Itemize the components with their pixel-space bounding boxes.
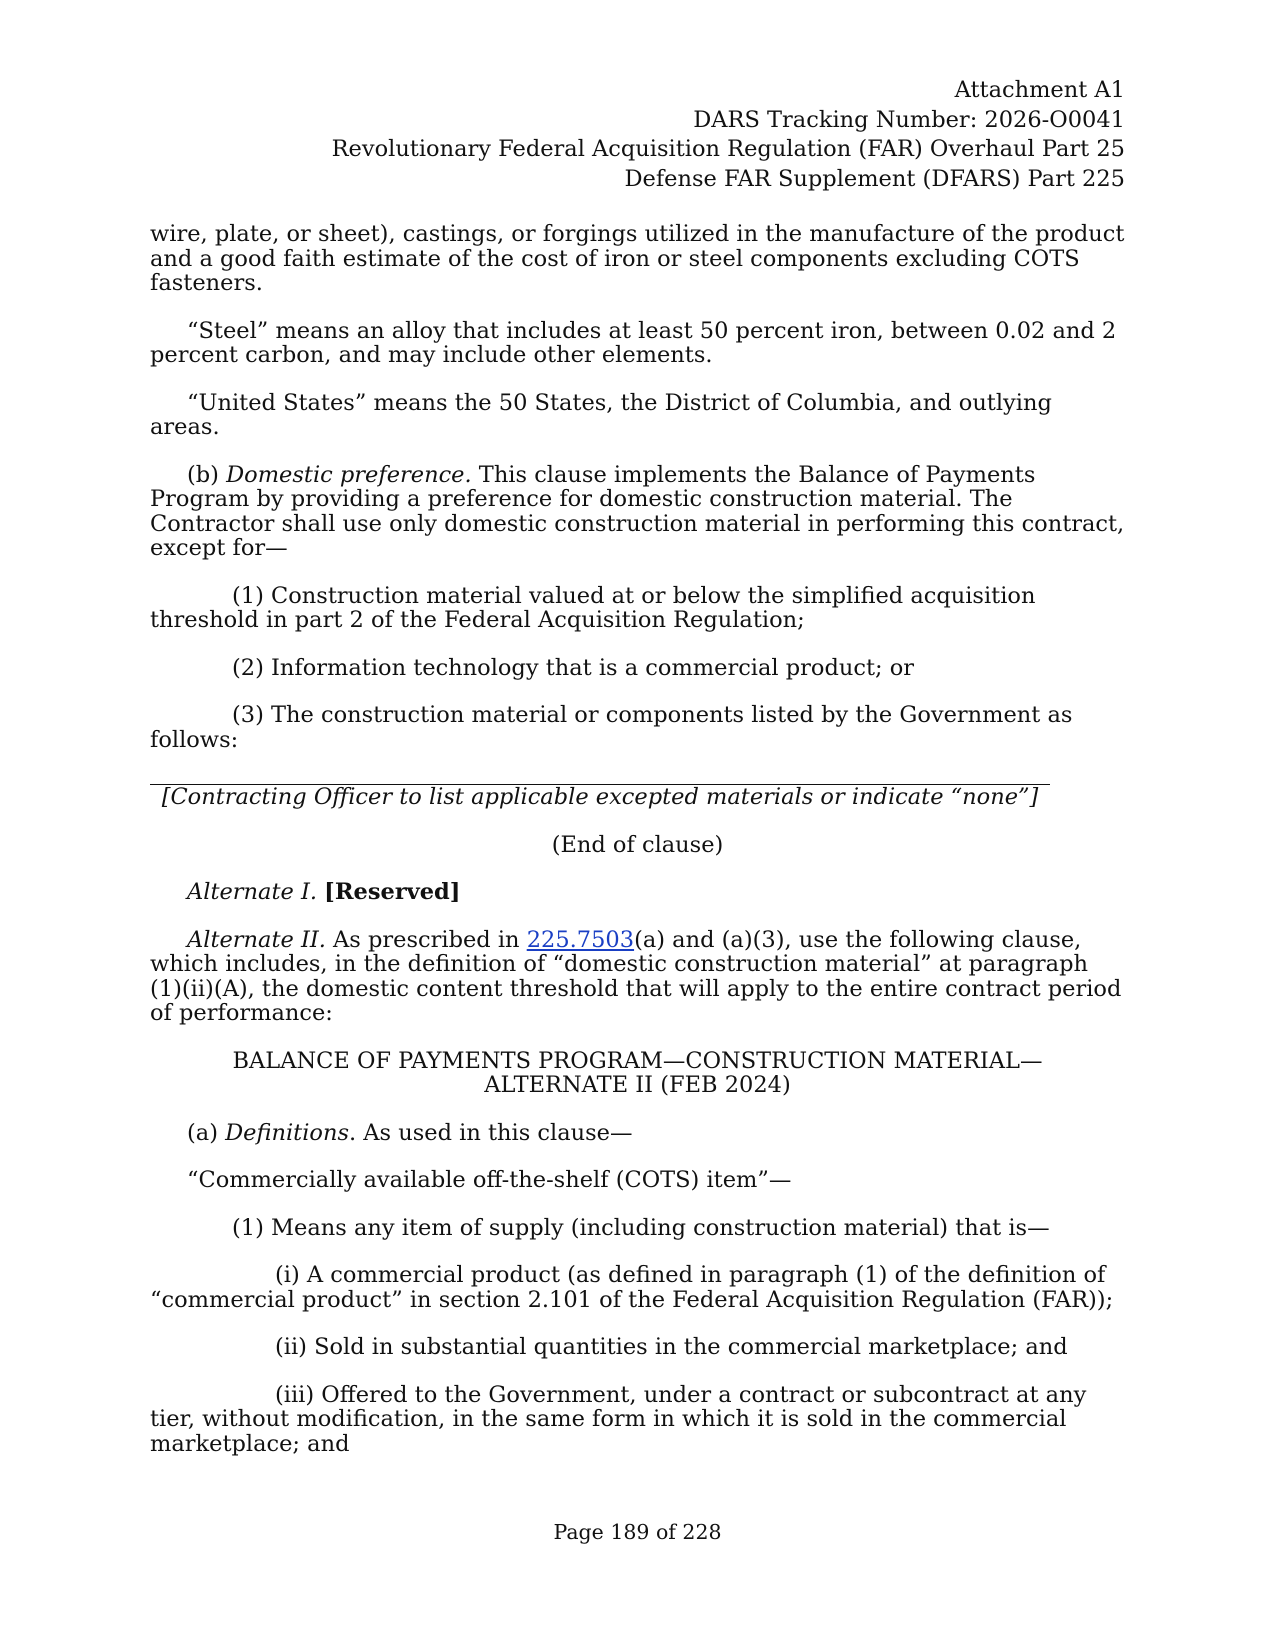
clause-title-line-1: BALANCE OF PAYMENTS PROGRAM—CONSTRUCTION MATERIAL— [232,1047,1043,1074]
alternate-2-intro: As prescribed in [325,926,527,953]
paragraph-alternate-1 [150,880,1125,905]
paragraph-steel-definition: “Steel” means an alloy that includes at least 50 percent iron, between 0.02 and 2 percent carbon, and may include other elements. [150,317,1117,368]
page-header [125,76,1125,194]
header-attachment: Attachment A1 [954,77,1125,103]
paragraph-cots-definition: “Commercially available off-the-shelf (COTS) item”— [187,1167,792,1193]
alternate-2-heading: Alternate II. [187,926,326,953]
definitions-text: . As used in this clause— [349,1119,633,1146]
document-body [150,222,1125,1479]
header-dfars-part: Defense FAR Supplement (DFARS) Part 225 [624,165,1125,192]
alternate-1-heading: Alternate I. [187,879,318,905]
end-of-clause: (End of clause) [551,831,724,858]
paragraph-definitions [150,1121,1125,1146]
paragraph-continuation: wire, plate, or sheet), castings, or forgings utilized in the manufacture of the product and a good faith estimate of the cost of iron or steel components excluding COTS fasteners. [150,221,1125,296]
paragraph-domestic-preference [150,463,1125,561]
section-225-7503-link[interactable]: 225.7503 [526,926,635,953]
paragraph-alternate-2 [150,928,1125,1026]
header-tracking-number: DARS Tracking Number: 2026-O0041 [693,106,1125,133]
domestic-preference-heading: Domestic preference. [226,461,472,488]
paragraph-item-2: (2) Information technology that is a commercial product; or [232,654,915,681]
paragraph-united-states-definition: “United States” means the 50 States, the District of Columbia, and outlying areas. [150,389,1052,440]
clause-title-line-2: ALTERNATE II (FEB 2024) [484,1072,791,1098]
paragraph-item-1: (1) Construction material valued at or below the simplified acquisition threshold in part 2 of the Federal Acquisition Regulation; [150,582,1036,633]
paragraph-cots-iii: (iii) Offered to the Government, under a contract or subcontract at any tier, without modification, in the same form in which it is sold in the commercial marketplace; and [150,1381,1087,1457]
domestic-preference-label: (b) [187,461,227,488]
header-far-part: Revolutionary Federal Acquisition Regulation (FAR) Overhaul Part 25 [331,136,1125,162]
alternate-2-text: (a) and (a)(3), use the following clause, which includes, in the definition of “domestic construction material” at paragraph (1)(ii)(A), the domestic content threshold that will apply to the entire contract period of performance: [150,926,1122,1026]
paragraph-item-3: (3) The construction material or components listed by the Government as follows: [150,702,1073,753]
definitions-label: (a) [187,1119,226,1146]
paragraph-cots-1: (1) Means any item of supply (including construction material) that is— [232,1214,1050,1241]
reserved-label: [Reserved] [324,879,461,905]
domestic-preference-text: This clause implements the Balance of Payments Program by providing a preference for domestic construction material. The Contractor shall use only domestic construction material in performing this contract, except for— [150,461,1125,561]
definitions-heading: Definitions [225,1119,349,1146]
fill-in-blank-line [150,762,1050,785]
paragraph-cots-ii: (ii) Sold in substantial quantities in the commercial marketplace; and [275,1334,1068,1360]
fill-in-instruction: [Contracting Officer to list applicable excepted materials or indicate “none”] [161,784,1039,810]
page-number: Page 189 of 228 [553,1520,722,1544]
paragraph-cots-i: (i) A commercial product (as defined in paragraph (1) of the definition of “commercial product” in section 2.101 of the Federal Acquisition Regulation (FAR)); [150,1262,1114,1313]
clause-title [150,1049,1125,1098]
